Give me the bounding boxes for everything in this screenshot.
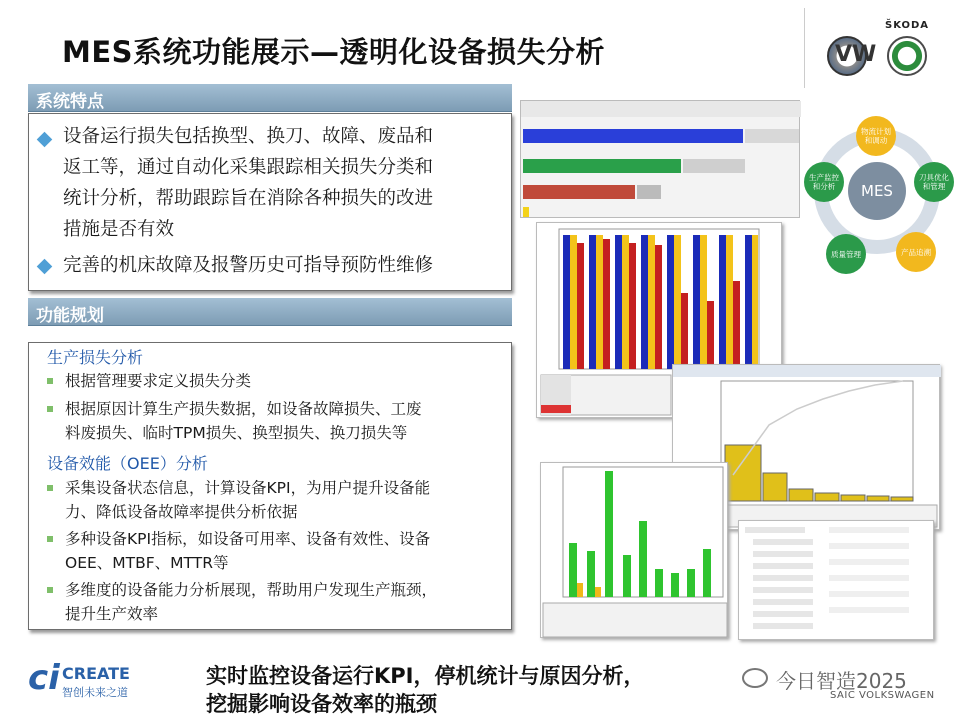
square-bullet-icon — [47, 587, 53, 593]
square-bullet-icon — [47, 536, 53, 542]
features-box — [28, 113, 512, 291]
cycle-node: 物流计划和调动 — [856, 116, 896, 156]
wechat-icon — [742, 668, 768, 688]
diamond-bullet-icon — [37, 132, 53, 148]
plan-item: 多种设备KPI指标，如设备可用率、设备有效性、设备 OEE、MTBF、MTTR等 — [65, 530, 431, 572]
ci-logo-icon: ci — [28, 658, 60, 698]
group-title: 生产损失分析 — [47, 348, 144, 367]
feature-item: 设备运行损失包括换型、换刀、故障、废品和 返工等，通过自动化采集跟踪相关损失分类和 统计分析，帮助跟踪旨在消除各种损失的改进 措施是否有效 — [63, 126, 434, 240]
cycle-node: 产品追溯 — [896, 232, 936, 272]
tree-view-screenshot — [738, 520, 934, 640]
brand-logos — [804, 8, 954, 88]
square-bullet-icon — [47, 378, 53, 384]
plan-item: 采集设备状态信息，计算设备KPI，为用户提升设备能 力、降低设备故障率提供分析依据 — [65, 479, 431, 521]
skoda-label: ŠKODA — [885, 20, 930, 31]
plan-item: 多维度的设备能力分析展现，帮助用户发现生产瓶颈， 提升生产效率 — [65, 581, 438, 623]
square-bullet-icon — [47, 406, 53, 412]
section-header-plan: 功能规划 — [28, 298, 512, 326]
tree-view-graphic — [739, 521, 935, 641]
mes-cycle-diagram — [800, 114, 956, 264]
square-bullet-icon — [47, 485, 53, 491]
mes-center: MES — [848, 162, 906, 220]
group-title: 设备效能（OEE）分析 — [47, 454, 208, 473]
cycle-node: 生产监控和分析 — [804, 162, 844, 202]
diamond-bullet-icon — [37, 259, 53, 275]
cycle-node: 刀具优化和管理 — [914, 162, 954, 202]
feature-item: 完善的机床故障及报警历史可指导预防性维修 — [63, 255, 434, 276]
loss-bar-screenshot — [520, 100, 800, 218]
vw-logo-icon: VW — [827, 36, 867, 76]
cycle-node: 质量管理 — [826, 234, 866, 274]
green-bar-chart-screenshot — [540, 462, 728, 638]
page-title: MES系统功能展示—透明化设备损失分析 — [62, 35, 606, 69]
plan-item: 根据管理要求定义损失分类 — [65, 372, 252, 390]
skoda-logo-icon — [887, 36, 927, 76]
saic-logo-text: SAIC VOLKSWAGEN — [830, 690, 935, 701]
plan-item: 根据原因计算生产损失数据，如设备故障损失、工废 料废损失、临时TPM损失、换型损失、换刀损失等 — [65, 400, 422, 442]
green-bar-chart-graphic — [541, 463, 729, 639]
section-header-features: 系统特点 — [28, 84, 512, 112]
footer-line-1: 实时监控设备运行KPI，停机统计与原因分析， — [206, 664, 645, 688]
footer-line-2: 挖掘影响设备效率的瓶颈 — [206, 692, 437, 716]
plan-box — [28, 342, 512, 630]
watermark-text: 今日智造2025 — [776, 669, 907, 693]
